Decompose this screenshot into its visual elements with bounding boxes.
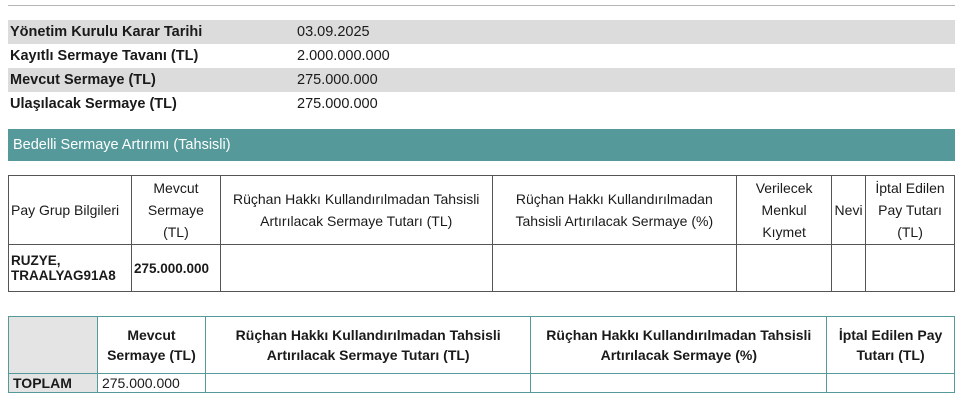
- type-cell: [832, 245, 866, 292]
- table-row: [9, 374, 955, 393]
- column-header: Mevcut Sermaye (TL): [97, 317, 205, 374]
- column-header: Rüçhan Hakkı Kullandırılmadan Tahsisli Artırılacak Sermaye Tutarı (TL): [220, 176, 492, 245]
- column-header: Mevcut Sermaye (TL): [131, 176, 220, 245]
- total-label: TOPLAM: [9, 374, 98, 393]
- total-percent-cell: [531, 374, 827, 393]
- security-cell: [737, 245, 832, 292]
- column-header: İptal Edilen Pay Tutarı (TL): [827, 317, 955, 374]
- top-divider: [8, 5, 955, 6]
- current-capital-cell: 275.000.000: [131, 245, 220, 292]
- info-row-registered-capital-ceiling: [8, 44, 955, 68]
- amount-cell: [220, 245, 492, 292]
- share-group-cell: RUZYE, TRAALYAG91A8: [9, 245, 132, 292]
- total-cancelled-cell: [827, 374, 955, 393]
- info-row-decision-date: [8, 20, 955, 44]
- column-header: Pay Grup Bilgileri: [9, 176, 132, 245]
- capital-increase-detail-table: [8, 175, 955, 292]
- total-table: [8, 316, 955, 393]
- info-label: Kayıtlı Sermaye Tavanı (TL): [10, 48, 199, 64]
- column-header: Nevi: [832, 176, 866, 245]
- table-header-row: [9, 317, 955, 374]
- info-value: 03.09.2025: [297, 24, 370, 40]
- column-header: Rüçhan Hakkı Kullandırılmadan Tahsisli Artırılacak Sermaye (%): [531, 317, 827, 374]
- info-label: Yönetim Kurulu Karar Tarihi: [10, 24, 203, 40]
- column-header: Rüçhan Hakkı Kullandırılmadan Tahsisli Artırılacak Sermaye (%): [492, 176, 737, 245]
- info-row-current-capital: [8, 68, 955, 92]
- column-header: Verilecek Menkul Kıymet: [737, 176, 832, 245]
- section-header: Bedelli Sermaye Artırımı (Tahsisli): [8, 129, 955, 161]
- info-value: 2.000.000.000: [297, 48, 390, 64]
- info-row-target-capital: [8, 92, 955, 116]
- table-row: [9, 245, 955, 292]
- total-amount-cell: [205, 374, 531, 393]
- cancelled-cell: [866, 245, 955, 292]
- table-header-row: [9, 176, 955, 245]
- corner-cell: [9, 317, 98, 374]
- info-value: 275.000.000: [297, 96, 378, 112]
- total-capital-cell: 275.000.000: [97, 374, 205, 393]
- info-value: 275.000.000: [297, 72, 378, 88]
- column-header: İptal Edilen Pay Tutarı (TL): [866, 176, 955, 245]
- decision-info: [8, 20, 955, 116]
- info-label: Mevcut Sermaye (TL): [10, 72, 156, 88]
- column-header: Rüçhan Hakkı Kullandırılmadan Tahsisli Artırılacak Sermaye Tutarı (TL): [205, 317, 531, 374]
- percent-cell: [492, 245, 737, 292]
- info-label: Ulaşılacak Sermaye (TL): [10, 96, 177, 112]
